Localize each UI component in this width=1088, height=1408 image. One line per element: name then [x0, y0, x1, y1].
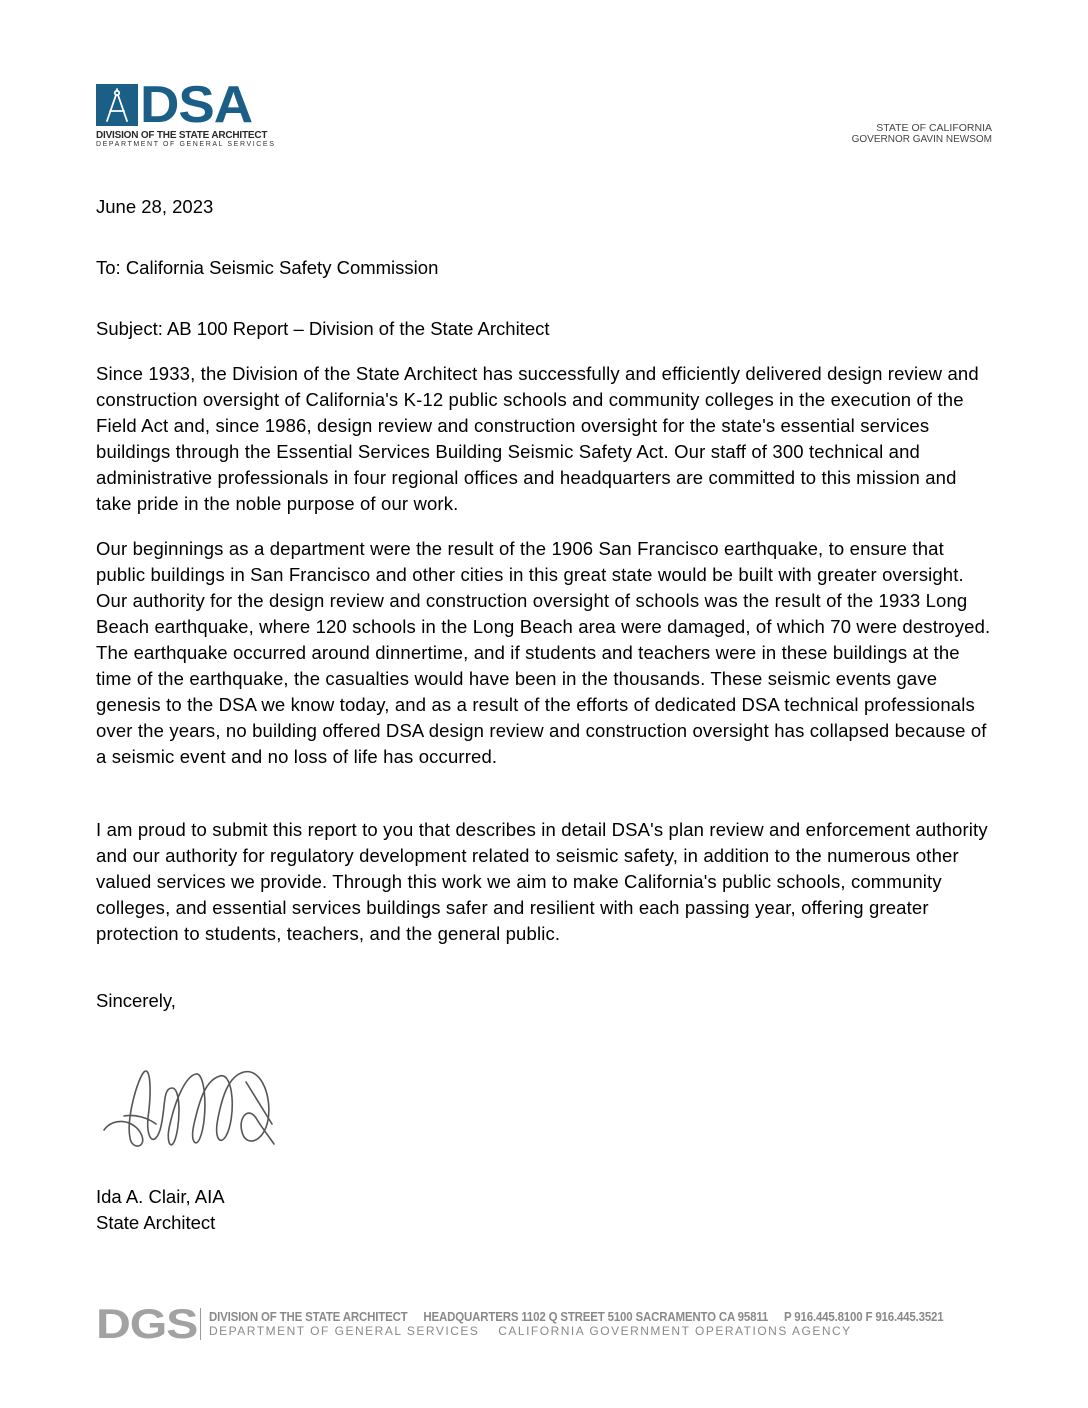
footer-address: HEADQUARTERS 1102 Q STREET 5100 SACRAMENTO CA 95811 [423, 1310, 769, 1324]
compass-icon [96, 84, 138, 126]
letter-date: June 28, 2023 [96, 196, 214, 217]
logo-division-name: DIVISION OF THE STATE ARCHITECT [96, 129, 268, 141]
footer-org: DIVISION OF THE STATE ARCHITECT [209, 1310, 408, 1324]
footer-fax: F 916.445.3521 [865, 1310, 944, 1324]
closing: Sincerely, [96, 990, 176, 1011]
paragraph-report: I am proud to submit this report to you that describes in detail DSA's plan review and enforcement authority and our authority for regulatory development related to seismic safety, in addition to the numerous other valued services we provide. Through this work we aim to make California's public schools, community colleges, and essential services buildings safer and resilient with each passing year, offering greater protection to students, teachers, and the general public. [96, 819, 988, 944]
footer-department: DEPARTMENT OF GENERAL SERVICES [209, 1324, 480, 1338]
dsa-logo [96, 76, 276, 148]
logo-department-name: DEPARTMENT OF GENERAL SERVICES [96, 141, 276, 148]
governor-name: GOVERNOR GAVIN NEWSOM [851, 134, 992, 145]
footer [96, 1300, 1007, 1347]
footer-phone: P 916.445.8100 [784, 1310, 863, 1324]
paragraph-history: Since 1933, the Division of the State Architect has successfully and efficiently delivered design review and construction oversight of California's K-12 public schools and community colleges in the execution of the Field Act and, since 1986, design review and construction oversight for the state's essential services buildings through the Essential Services Building Seismic Safety Act. Our staff of 300 technical and administrative professionals in four regional offices and headquarters are committed to this mission and take pride in the noble purpose of our work. [96, 363, 979, 514]
footer-agency: CALIFORNIA GOVERNMENT OPERATIONS AGENCY [498, 1324, 852, 1338]
state-name: STATE OF CALIFORNIA [876, 122, 992, 134]
state-header [852, 122, 992, 146]
signature-image [96, 1058, 286, 1163]
dsa-wordmark: DSA [140, 76, 253, 134]
signer-title: State Architect [96, 1212, 216, 1233]
paragraph-beginnings: Our beginnings as a department were the result of the 1906 San Francisco earthquake, to ensure that public buildings in San Francisco and other cities in this great state would be built with greater oversight. Our authority for the design review and construction oversight of schools was the result of the 1933 Long Beach earthquake, where 120 schools in the Long Beach area were damaged, of which 70 were destroyed. The earthquake occurred around dinnertime, and if students and teachers were in these buildings at the time of the earthquake, the casualties would have been in the thousands. These seismic events gave genesis to the DSA we know today, and as a result of the efforts of dedicated DSA technical professionals over the years, no building offered DSA design review and construction oversight has collapsed because of a seismic event and no loss of life has occurred. [96, 538, 991, 767]
signer-name: Ida A. Clair, AIA [96, 1186, 225, 1207]
dgs-logo: DGS [96, 1300, 198, 1347]
letter-subject: Subject: AB 100 Report – Division of the State Architect [96, 318, 550, 339]
letter-recipient: To: California Seismic Safety Commission [96, 257, 439, 278]
